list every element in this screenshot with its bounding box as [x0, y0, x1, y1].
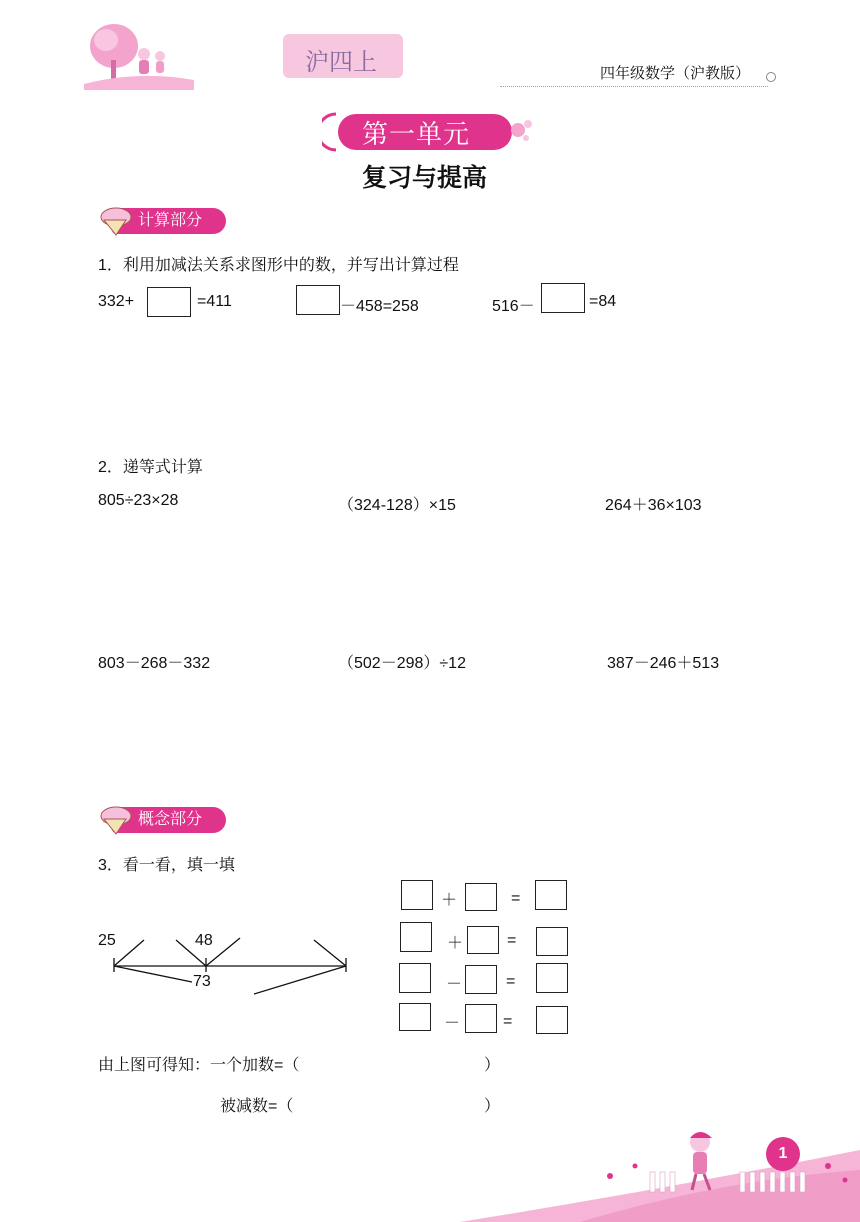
eq3-answer-box[interactable]	[541, 283, 585, 313]
header-rule-dot	[766, 72, 776, 82]
expression-1: 805÷23×28	[98, 492, 179, 509]
grid-r2-box3[interactable]	[536, 927, 568, 956]
expression-5: （502－298）÷12	[338, 655, 466, 672]
ice-cream-icon	[98, 805, 132, 835]
grid-r2-box1[interactable]	[400, 922, 432, 952]
grid-r3-eq: =	[506, 973, 516, 990]
grid-r1-eq: =	[511, 890, 521, 907]
eq2-right: －458=258	[340, 298, 419, 315]
eq3-right: =84	[589, 293, 617, 310]
grid-r2-op: ＋	[447, 935, 464, 952]
grid-r4-eq: =	[503, 1013, 513, 1030]
grade-badge	[283, 34, 403, 78]
grid-r3-box2[interactable]	[465, 965, 497, 994]
grid-r4-op: －	[444, 1015, 461, 1032]
grid-r3-op: －	[446, 976, 463, 993]
fill-addend-label: 由上图可得知：一个加数=（	[98, 1057, 300, 1074]
expression-6: 387－246＋513	[607, 655, 720, 672]
ice-cream-icon	[98, 206, 132, 236]
unit-label: 第一单元	[362, 120, 471, 150]
grid-r1-box3[interactable]	[535, 880, 567, 910]
question-1-prompt: 1．利用加减法关系求图形中的数，并写出计算过程	[98, 257, 459, 274]
grid-r2-box2[interactable]	[467, 926, 499, 954]
grid-r4-box3[interactable]	[536, 1006, 568, 1034]
fill-addend-close: ）	[484, 1057, 501, 1074]
expression-2: （324-128）×15	[338, 497, 456, 514]
eq1-right: =411	[197, 293, 232, 310]
page-number-badge	[766, 1137, 800, 1171]
eq3-left: 516－	[492, 298, 535, 315]
eq1-left: 332+	[98, 293, 135, 310]
fill-minuend-close: ）	[484, 1098, 501, 1115]
eq2-answer-box[interactable]	[296, 285, 340, 315]
header-rule	[500, 86, 768, 87]
unit-banner	[322, 110, 540, 154]
diagram-label-a: 25	[98, 932, 116, 949]
diagram-label-total: 73	[193, 973, 211, 990]
page-title: 复习与提高	[362, 163, 488, 192]
grid-r1-op: ＋	[441, 892, 458, 909]
expression-4: 803－268－332	[98, 655, 211, 672]
grid-r1-box1[interactable]	[401, 880, 433, 910]
grid-r2-eq: =	[507, 932, 517, 949]
grid-r4-box2[interactable]	[465, 1004, 497, 1033]
question-2-prompt: 2．递等式计算	[98, 459, 203, 476]
question-3-prompt: 3．看一看，填一填	[98, 857, 235, 874]
segment-diagram	[100, 932, 360, 1002]
fill-minuend-label: 被减数=（	[220, 1098, 294, 1115]
eq1-answer-box[interactable]	[147, 287, 191, 317]
grade-badge-label: 沪四上	[305, 48, 377, 76]
header-illustration	[84, 20, 194, 90]
section-tag-calc	[98, 206, 228, 238]
grid-r3-box1[interactable]	[399, 963, 431, 993]
section-tag-concept	[98, 805, 228, 837]
grid-r4-box1[interactable]	[399, 1003, 431, 1031]
footer-illustration	[460, 1120, 860, 1222]
grid-r1-box2[interactable]	[465, 883, 497, 911]
diagram-label-b: 48	[195, 932, 213, 949]
page-number: 1	[778, 1145, 788, 1162]
section-tag-calc-label: 计算部分	[138, 212, 203, 229]
book-title: 四年级数学（沪教版）	[600, 65, 751, 82]
section-tag-concept-label: 概念部分	[138, 811, 203, 828]
expression-3: 264＋36×103	[605, 497, 702, 514]
grid-r3-box3[interactable]	[536, 963, 568, 993]
